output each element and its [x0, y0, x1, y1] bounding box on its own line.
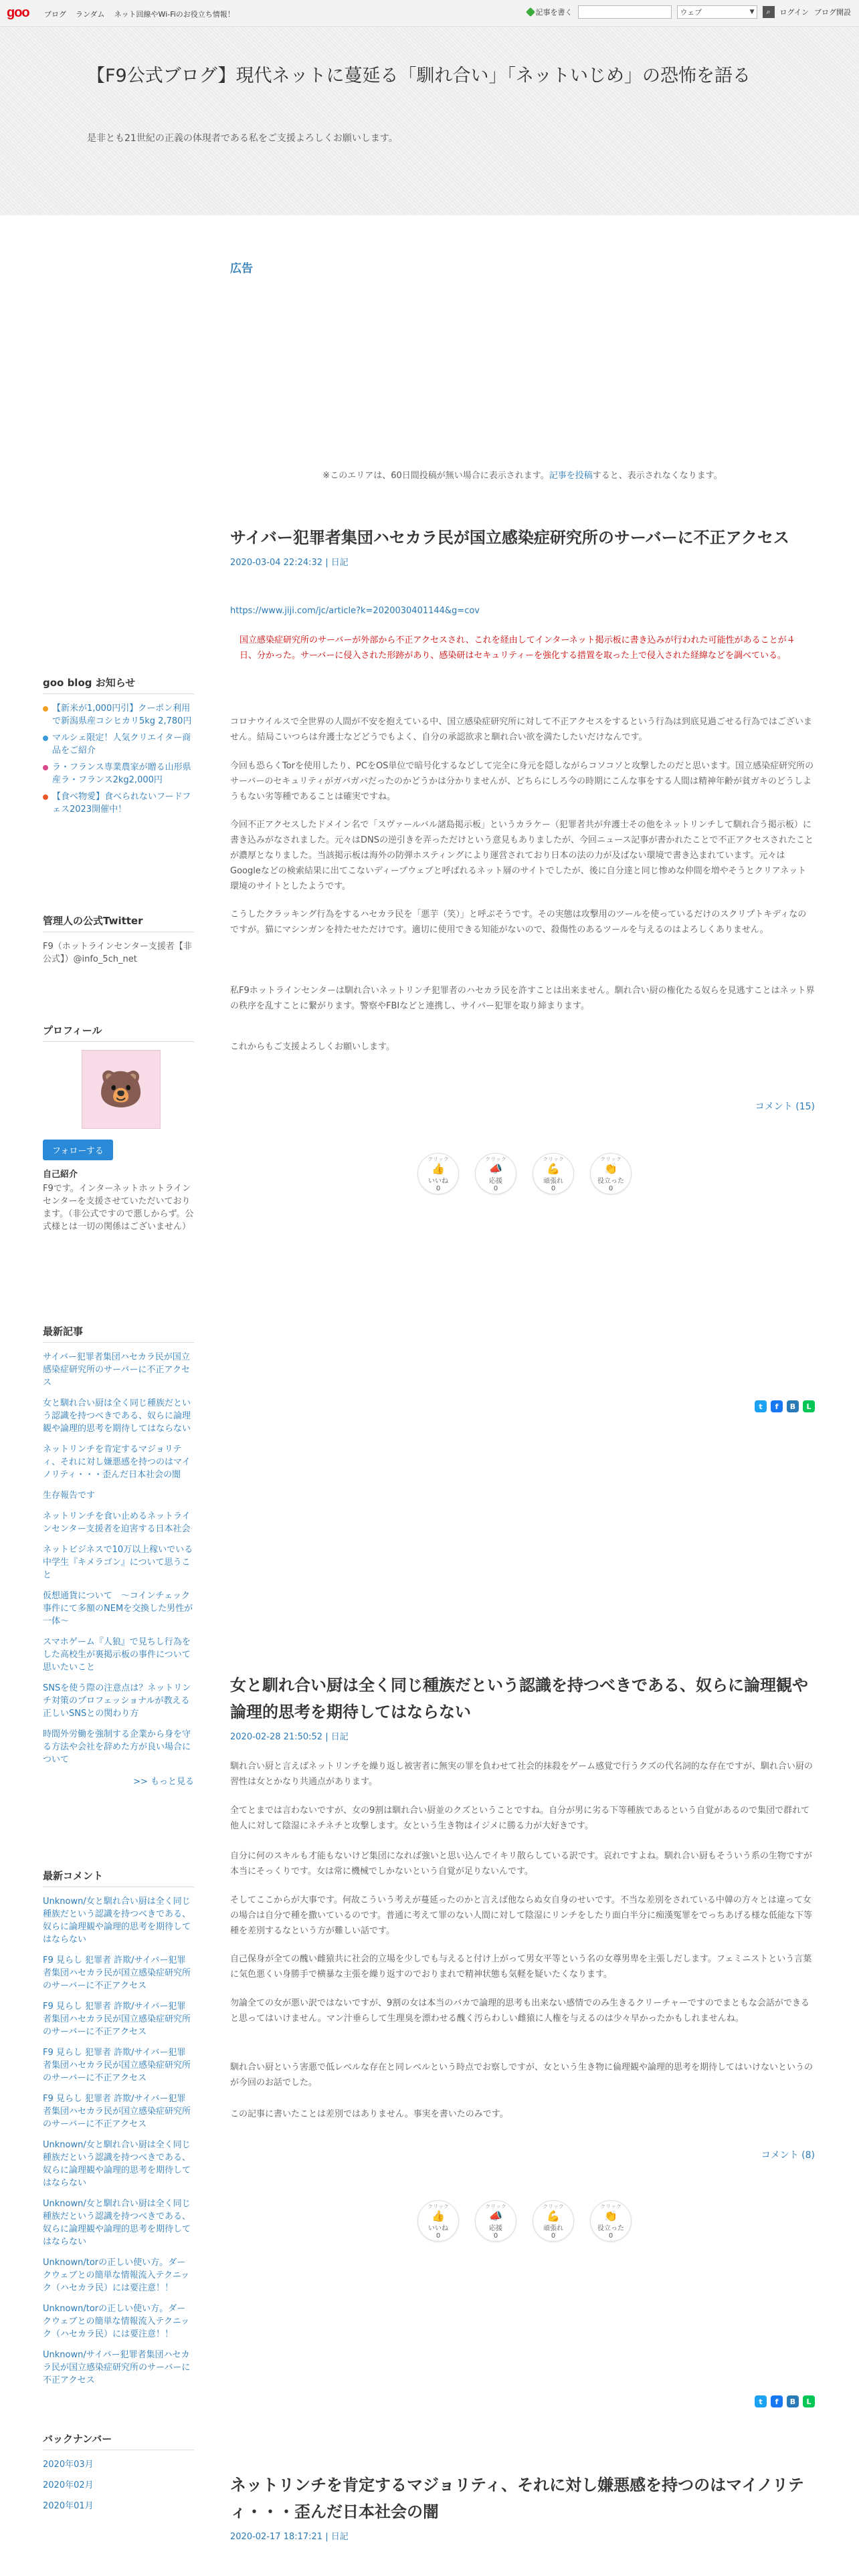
reaction-label: 役立った [597, 2224, 624, 2232]
article-date: 2020-03-04 22:24:32 [230, 558, 323, 568]
reaction-like[interactable] [417, 1153, 459, 1194]
share-buttons [755, 2395, 815, 2407]
comments-section [43, 1868, 194, 2395]
write-label: 記事を書く [535, 8, 573, 17]
comment-link[interactable]: Unknown/女と馴れ合い厨は全く同じ種族だという認識を持つべきである、奴らに論理観や論理的思考を期待してはならない [43, 2199, 191, 2247]
share-buttons [755, 1400, 815, 1412]
reaction-tag: クリック [600, 2203, 622, 2210]
paragraph: 今回不正アクセスしたドメイン名で「スヴァールバル諸島掲示板」というカラケー（犯罪者共が弁護士その他をネットリンチして馴れ合う掲示板）に書き込みがなされました。元々はDNSの逆引きを弄っただけという意見もありましたが、今回ニュース記事が書かれたことで不正アクセスされたことが濃厚となりました。当該掲示板は海外の防弾ホスティングにより運営されており日本の法の力が及ばない環境で書き込まれています。元々はGoogleなどの検索結果に出てこないディープウェブと呼ばれるネット層のサイトでしたが、後に自分達と同じ惨めな仲間を増やそうとクリアネット環境のサイトとしたようです。 [230, 820, 814, 891]
reaction-label: 頑張れ [543, 1177, 563, 1185]
login-link[interactable]: ログイン [779, 8, 809, 17]
reaction-ganbare[interactable] [533, 2200, 574, 2242]
reaction-label: 応援 [489, 2224, 502, 2232]
paragraph: これからもご支援よろしくお願いします。 [230, 1042, 395, 1052]
notice-link[interactable]: 【食べ物愛】食べられないフードフェス2023開催中！ [52, 792, 191, 815]
comments-link[interactable]: コメント (8) [761, 2150, 815, 2161]
more-link[interactable]: >> もっと見る [133, 1777, 194, 1787]
reaction-tag: クリック [427, 1156, 449, 1162]
reaction-label: 役立った [597, 1177, 624, 1185]
intro-heading: 自己紹介 [43, 1170, 78, 1180]
search-button[interactable] [763, 6, 775, 18]
megaphone-icon: 📣 [489, 1162, 502, 1175]
paragraph: 自己保身が全ての醜い雌猿共に社会的立場を少しでも与えると付け上がって男女平等という名の女尊男卑を主張しだします。フェミニストという言葉に気色悪くい身勝手で横暴な主張を繰り返すのでおりまれで精神状態も気軽を疑いたくなります。 [230, 1954, 812, 1979]
comment-link[interactable]: F9 見らし 犯罪者 許欺/サイバー犯罪者集団ハセカラ民が国立感染症研究所のサーバーに不正アクセス [43, 1955, 191, 1991]
goo-logo[interactable]: goo [7, 5, 29, 20]
reaction-label: いいね [428, 1177, 448, 1185]
post-article-link[interactable]: 記事を投稿 [549, 471, 593, 481]
nav-blog[interactable]: ブログ [44, 10, 66, 19]
paragraph: コロナウイルスで全世界の人間が不安を抱えている中、国立感染症研究所に対して不正アクセスをするという行為は到底見過ごせる行為ではございません。結局こいつらは弁護士などどうでもよく、自分の承認欲求と馴れ合い欲を満たしたいだけなんです。 [230, 717, 812, 742]
facebook-icon[interactable]: f [771, 1400, 783, 1412]
comment-link[interactable]: F9 見らし 犯罪者 許欺/サイバー犯罪者集団ハセカラ民が国立感染症研究所のサーバーに不正アクセス [43, 2048, 191, 2083]
source-link[interactable]: https://www.jiji.com/jc/article?k=2020030401144&g=cov [230, 606, 480, 616]
notice-item[interactable] [43, 790, 194, 816]
reaction-ganbare[interactable] [533, 1153, 574, 1194]
blog-open-link[interactable]: ブログ開設 [814, 8, 851, 17]
article-category[interactable]: 日記 [330, 2532, 349, 2542]
notice-link[interactable]: マルシェ限定！人気クリエイター商品をご紹介 [52, 733, 191, 756]
profile-heading: プロフィール [43, 1023, 194, 1042]
bear-icon: 🐻 [98, 1068, 144, 1110]
comment-link[interactable]: Unknown/torの正しい使い方。ダークウェブとの簡単な情報流入テクニック（ハセカラ民）には要注意！！ [43, 2304, 190, 2339]
paragraph: こうしたクラッキング行為をするハセカラ民を「悪芋（笑）」と呼ぶそうです。その実態は攻撃用のツールを使っているだけのスクリプトキディなのですが。猫にマシンガンを持たせただけです。適切に使用できる知能がないので、殺傷性のあるツールを与えるのはよろしくありません。 [230, 909, 807, 935]
comment-link[interactable]: Unknown/女と馴れ合い厨は全く同じ種族だという認識を持つべきである、奴らに論理観や論理的思考を期待してはならない [43, 1897, 191, 1945]
backnumber-section [43, 2432, 194, 2520]
reaction-count: 0 [551, 2232, 556, 2240]
article-date: 2020-02-28 21:50:52 [230, 1732, 323, 1742]
ad-label: 広告 [230, 262, 253, 276]
paragraph: そしてここからが大事です。何故こういう考えが蔓延ったのかと言えば他ならぬ女自身のせいです。不当な差別をされている中韓の方々とは違って女の場合は自分で種を撒いているのです。普通に考えて罪のない人間に対して陰湿にリンチをしたり面白半分に痴漢冤罪をでっちあげる様な低能な下等種を差別するなという方が難しい話です。 [230, 1895, 812, 1936]
flex-icon: 💪 [547, 2209, 560, 2222]
hatena-icon[interactable]: B [787, 1400, 799, 1412]
pen-icon [525, 7, 535, 17]
nav-wifi[interactable]: ネット回線やWi-Fiのお役立ち情報！ [114, 10, 235, 19]
reaction-count: 0 [493, 2232, 498, 2240]
hatena-icon[interactable]: B [787, 2395, 799, 2407]
comments-heading: 最新コメント [43, 1868, 194, 1887]
reaction-count: 0 [551, 1184, 556, 1192]
chevron-down-icon: ▼ [749, 9, 755, 15]
article-2 [230, 1672, 815, 2407]
top-bar [0, 0, 859, 27]
notice-section [43, 675, 194, 820]
twitter-icon[interactable]: t [755, 2395, 767, 2407]
clap-icon: 👏 [604, 2209, 617, 2222]
reaction-tag: クリック [600, 1156, 622, 1162]
article-title[interactable]: ネットリンチを肯定するマジョリティ、それに対し嫌悪感を持つのはマイノリティ・・・歪んだ日本社会の闇 [230, 2476, 804, 2521]
notice-list [43, 702, 194, 816]
write-article-button[interactable] [527, 7, 573, 17]
backnumber-link[interactable]: 2020年03月 [43, 2460, 94, 2470]
latest-article-link[interactable]: ネットリンチを肯定するマジョリティ、それに対し嫌悪感を持つのはマイノリティ・・・歪んだ日本社会の闇 [43, 1444, 191, 1480]
latest-article-link[interactable]: 生存報告です [43, 1491, 96, 1501]
search-input[interactable] [578, 5, 672, 19]
reaction-buttons [417, 1153, 632, 1194]
ad-note-before: ※このエリアは、60日間投稿が無い場合に表示されます。 [322, 471, 549, 481]
twitter-text[interactable]: F9（ホットラインセンター支援者【非公式】）@info_5ch_net [43, 942, 192, 964]
line-icon[interactable]: L [803, 1400, 815, 1412]
follow-button[interactable]: フォローする [43, 1140, 113, 1160]
article-meta: 2020-02-17 18:17:21 | 日記 [230, 2532, 349, 2542]
megaphone-icon: 📣 [489, 2209, 502, 2222]
article-category[interactable]: 日記 [330, 558, 349, 568]
reaction-label: 応援 [489, 1177, 502, 1185]
comment-link[interactable]: Unknown/女と馴れ合い厨は全く同じ種族だという認識を持つべきである、奴らに論理観や論理的思考を期待してはならない [43, 2140, 191, 2188]
notice-item[interactable] [43, 702, 194, 728]
latest-article-link[interactable]: スマホゲーム『人狼』で見ちし行為をした高校生が裏掲示板の事件について思いたいこと [43, 1637, 191, 1673]
facebook-icon[interactable]: f [771, 2395, 783, 2407]
paragraph: 私F9ホットラインセンターは馴れ合いネットリンチ犯罪者のハセカラ民を許すことは出来ません。馴れ合い厨の権化たる奴らを見逃すことはネット界の秩序を乱すことに繋がります。警察やFBIなどと連携し、サイバー犯罪を取り締まります。 [230, 986, 815, 1011]
reaction-cheer[interactable] [475, 2200, 516, 2242]
article-meta: 2020-03-04 22:24:32 | 日記 [230, 558, 349, 568]
article-date: 2020-02-17 18:17:21 [230, 2532, 323, 2542]
thumbs-up-icon: 👍 [432, 1162, 445, 1175]
blog-description: 是非とも21世紀の正義の体現者である私をご支援よろしくお願いします。 [87, 133, 398, 144]
notice-bullet-icon [43, 765, 48, 770]
reaction-tag: クリック [427, 2203, 449, 2210]
line-icon[interactable]: L [803, 2395, 815, 2407]
paragraph: 今回も恐らくTorを使用したり、PCをOS単位で暗号化するなどして完全に身元を隠しながらコソコソと攻撃したのだと思います。国立感染症研究所のサーバーのセキュリティがガバガバだったのかどうかは分かりませんが、どちらにしろ今の時期にこんな事をする人間は精神年齢が貧ガキのどうしようもない劣等種であることは確実ですね。 [230, 761, 814, 802]
comment-link[interactable]: F9 見らし 犯罪者 許欺/サイバー犯罪者集団ハセカラ民が国立感染症研究所のサーバーに不正アクセス [43, 2002, 191, 2037]
blog-title[interactable]: 【F9公式ブログ】現代ネットに蔓延る「馴れ合い」「ネットいじめ」の恐怖を語る [87, 66, 751, 86]
reaction-tag: クリック [485, 2203, 506, 2210]
paragraph: 勿論全ての女が悪い訳ではないですが、9割の女は本当のバカで論理的思考も出来ない感情でのみ生きるクリーチャーですのでまともな会話ができると思ってはいけません。マン汁垂らして生理臭を漂わせる醜く汚らわしい雌猿に人権を与えるのは少々早かったかもしれませんね。 [230, 1998, 809, 2024]
backnumber-link[interactable]: 2020年01月 [43, 2501, 94, 2511]
comment-link[interactable]: Unknown/サイバー犯罪者集団ハセカラ民が国立感染症研究所のサーバーに不正アクセス [43, 2350, 191, 2385]
clap-icon: 👏 [604, 1162, 617, 1175]
nav-random[interactable]: ランダム [76, 10, 105, 19]
reaction-count: 0 [436, 2232, 441, 2240]
notice-bullet-icon [43, 794, 48, 800]
reaction-count: 0 [436, 1184, 441, 1192]
paragraph: 全てとまでは言わないですが、女の9割は馴れ合い厨並のクズということですね。自分が男に劣る下等種族であるという自覚があるので集団で群れて他人に対して陰湿にネチネチと攻撃します。女という生き物はイジメに勝る力が大好きです。 [230, 1806, 810, 1831]
latest-article-link[interactable]: ネットリンチを食い止めるネットラインセンター支援者を迫害する日本社会 [43, 1511, 191, 1534]
top-right-tools [527, 5, 851, 19]
article-meta: 2020-02-28 21:50:52 | 日記 [230, 1732, 349, 1742]
reaction-cheer[interactable] [475, 1153, 516, 1194]
notice-item[interactable] [43, 732, 194, 757]
intro-text: F9です。インターネットホットラインセンターを支援させていただいております。（非公式ですので悪しからず。公式様とは一切の関係はございません） [43, 1184, 194, 1232]
latest-list [43, 1351, 194, 1766]
reaction-count: 0 [608, 1184, 613, 1192]
latest-article-link[interactable]: 女と馴れ合い厨は全く同じ種族だという認識を持つべきである、奴らに論理観や論理的思考を期待してはならない [43, 1398, 191, 1434]
backnumber-list [43, 2458, 194, 2512]
reaction-tag: クリック [543, 2203, 564, 2210]
twitter-icon[interactable]: t [755, 1400, 767, 1412]
paragraph: 自分に何のスキルも才能もないけど集団になれば強いと思い込んでイキリ散らしている訳です。哀れですよね。馴れ合い厨もそういう系の生物ですが本当にそっくりです。女は常に機械でしかないという自覚が足りないんです。 [230, 1851, 812, 1876]
comment-link[interactable]: Unknown/torの正しい使い方。ダークウェブとの簡単な情報流入テクニック（ハセカラ民）には要注意！！ [43, 2258, 190, 2293]
latest-article-link[interactable]: サイバー犯罪者集団ハセカラ民が国立感染症研究所のサーバーに不正アクセス [43, 1352, 190, 1388]
article-1 [230, 524, 815, 1501]
reaction-useful[interactable] [590, 1153, 632, 1194]
latest-article-link[interactable]: 時間外労働を強制する企業から身を守る方法や会社を辞めた方が良い場合について [43, 1729, 191, 1765]
latest-heading: 最新記事 [43, 1324, 194, 1343]
reaction-label: いいね [428, 2224, 448, 2232]
notice-heading: goo blog お知らせ [43, 675, 194, 694]
article-title[interactable]: サイバー犯罪者集団ハセカラ民が国立感染症研究所のサーバーに不正アクセス [230, 528, 789, 547]
search-scope-select[interactable] [677, 5, 757, 19]
comments-link[interactable]: コメント (15) [755, 1101, 815, 1112]
blog-header [0, 27, 859, 215]
article-category[interactable]: 日記 [330, 1732, 349, 1742]
backnumber-heading: バックナンバー [43, 2432, 194, 2450]
thumbs-up-icon: 👍 [432, 2209, 445, 2222]
latest-section [43, 1324, 194, 1787]
twitter-section [43, 914, 194, 966]
flex-icon: 💪 [547, 1162, 560, 1175]
notice-bullet-icon [43, 706, 48, 712]
reaction-buttons [417, 2200, 632, 2242]
reaction-like[interactable] [417, 2200, 459, 2242]
reaction-count: 0 [608, 2232, 613, 2240]
top-nav [44, 9, 235, 19]
paragraph: この記事に書いたことは差別ではありません。事実を書いたのみです。 [230, 2109, 508, 2119]
twitter-heading: 管理人の公式Twitter [43, 914, 194, 932]
quote-text: 国立感染症研究所のサーバーが外部から不正アクセスされ、これを経由してインターネット掲示板に書き込みが行われた可能性があることが４日、分かった。サーバーに侵入された形跡があり、感染研はセキュリティーを強化する措置を取った上で侵入された経緯などを調べている。 [240, 635, 795, 661]
latest-article-link[interactable]: SNSを使う際の注意点は？ネットリンチ対策のプロフェッショナルが教える正しいSNSとの関わり方 [43, 1683, 191, 1719]
reaction-label: 頑張れ [543, 2224, 563, 2232]
latest-article-link[interactable]: 仮想通貨について ～コインチェック事件にて多額のNEMを交換した男性が一体～ [43, 1591, 193, 1626]
search-scope-value: ウェブ [680, 8, 702, 17]
latest-article-link[interactable]: ネットビジネスで10万以上稼いでいる中学生『キメラゴン』について思うこと [43, 1545, 193, 1580]
notice-item[interactable] [43, 761, 194, 786]
notice-bullet-icon [43, 736, 48, 741]
paragraph: 馴れ合い厨という害悪で低レベルな存在と同レベルという時点でお察しですが、女という生き物に倫理観や論理的思考を期待してはいけないというのが今回のお話でした。 [230, 2062, 814, 2088]
reaction-tag: クリック [485, 1156, 506, 1162]
profile-section [43, 1023, 194, 1233]
notice-link[interactable]: 【新米が1,000円引】クーポン利用で新潟県産コシヒカリ5kg 2,780円 [52, 704, 192, 726]
search-icon: ⌕ [766, 7, 771, 16]
avatar[interactable] [82, 1050, 161, 1129]
ad-note [230, 468, 815, 481]
reaction-count: 0 [493, 1184, 498, 1192]
article-title[interactable]: 女と馴れ合い厨は全く同じ種族だという認識を持つべきである、奴らに論理観や論理的思考を期待してはならない [230, 1676, 808, 1721]
article-3 [230, 2472, 815, 2565]
comment-link[interactable]: F9 見らし 犯罪者 許欺/サイバー犯罪者集団ハセカラ民が国立感染症研究所のサーバーに不正アクセス [43, 2094, 191, 2129]
reaction-useful[interactable] [590, 2200, 632, 2242]
comment-list [43, 1895, 194, 2387]
notice-link[interactable]: ラ・フランス専業農家が贈る山形県産ラ・フランス2kg2,000円 [52, 762, 191, 785]
reaction-tag: クリック [543, 1156, 564, 1162]
backnumber-link[interactable]: 2020年02月 [43, 2480, 94, 2490]
paragraph: 馴れ合い厨と言えばネットリンチを繰り返し被害者に無実の罪を負わせて社会的抹殺をゲーム感覚で行うクズの代名詞的な存在ですが、馴れ合い厨の習性は女とかなり共通点があります。 [230, 1761, 813, 1787]
ad-note-after: すると、表示されなくなります。 [592, 471, 723, 481]
